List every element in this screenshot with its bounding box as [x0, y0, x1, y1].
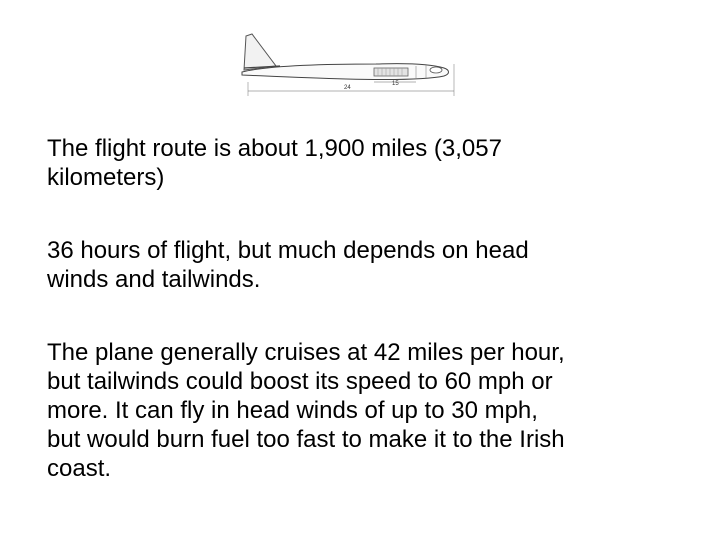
dimension-small-label: 15: [392, 81, 399, 87]
cockpit: [430, 67, 442, 73]
cruise-speed-paragraph: The plane generally cruises at 42 miles per hour, but tailwinds could boost its speed to 60 mph or more. It can fly in head winds of up to 30 mph, but would burn fuel too fast to make it to the Irish coast.: [47, 339, 565, 482]
wing-root: [374, 68, 408, 76]
flight-duration-paragraph: 36 hours of flight, but much depends on head winds and tailwinds.: [47, 237, 529, 293]
dimension-large-label: 24: [344, 85, 351, 91]
glider-side-view-drawing: [236, 28, 464, 100]
tail-fin: [244, 34, 276, 70]
route-distance-paragraph: The flight route is about 1,900 miles (3,057 kilometers): [47, 135, 502, 191]
